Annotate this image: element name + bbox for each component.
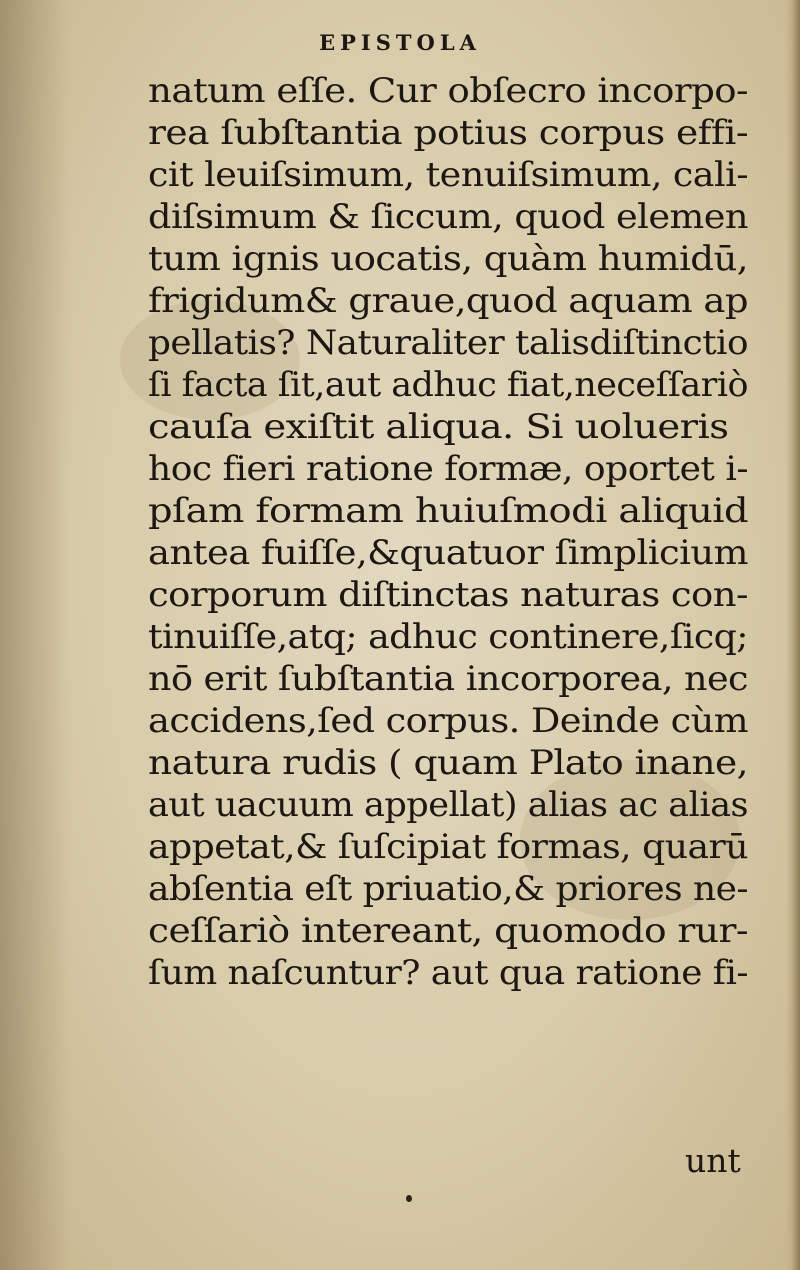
text-block (148, 70, 748, 994)
catchword: unt (685, 1141, 741, 1180)
text-line: ceſſariò intereant, quomodo rur- (148, 911, 748, 950)
text-line: frigidum& graue,quod aquam ap (148, 281, 748, 320)
text-line: cit leuiſsimum, tenuiſsimum, cali- (148, 155, 748, 194)
text-line: pſam formam huiuſmodi aliquid (148, 491, 748, 530)
text-line: ſum naſcuntur? aut qua ratione fi- (148, 953, 748, 992)
text-line: tinuiſſe,atq; adhuc continere,ſicq; (148, 617, 748, 656)
text-line: tum ignis uocatis, quàm humidū, (148, 239, 748, 278)
text-line: corporum diſtinctas naturas con- (148, 575, 748, 614)
page-edge (786, 0, 800, 1270)
text-line: rea ſubſtantia potius corpus effi- (148, 113, 748, 152)
text-line: accidens,ſed corpus. Deinde cùm (148, 701, 748, 740)
text-line: diſsimum & ſiccum, quod elemen (148, 197, 748, 236)
text-line: pellatis? Naturaliter talisdiſtinctio (148, 323, 748, 362)
text-line: hoc fieri ratione formæ, oportet i- (148, 449, 748, 488)
text-line: antea fuiſſe,&quatuor ſimplicium (148, 533, 748, 572)
running-head: EPISTOLA (319, 30, 481, 55)
text-line: natum eſſe. Cur obſecro incorpo- (148, 71, 748, 110)
text-line: appetat,& ſuſcipiat formas, quarū (148, 827, 748, 866)
text-line: natura rudis ( quam Plato inane, (148, 743, 748, 782)
text-line: cauſa exiſtit aliqua. Si uolueris (148, 407, 729, 446)
text-line: aut uacuum appellat) alias ac alias (148, 785, 748, 824)
ink-dot (406, 1195, 412, 1202)
text-line: nō erit ſubſtantia incorporea, nec (148, 659, 748, 698)
text-line: abſentia eſt priuatio,& priores ne- (148, 869, 748, 908)
spine-shadow (0, 0, 70, 1270)
text-line: ſi facta ſit,aut adhuc fiat,neceſſariò (148, 365, 748, 404)
